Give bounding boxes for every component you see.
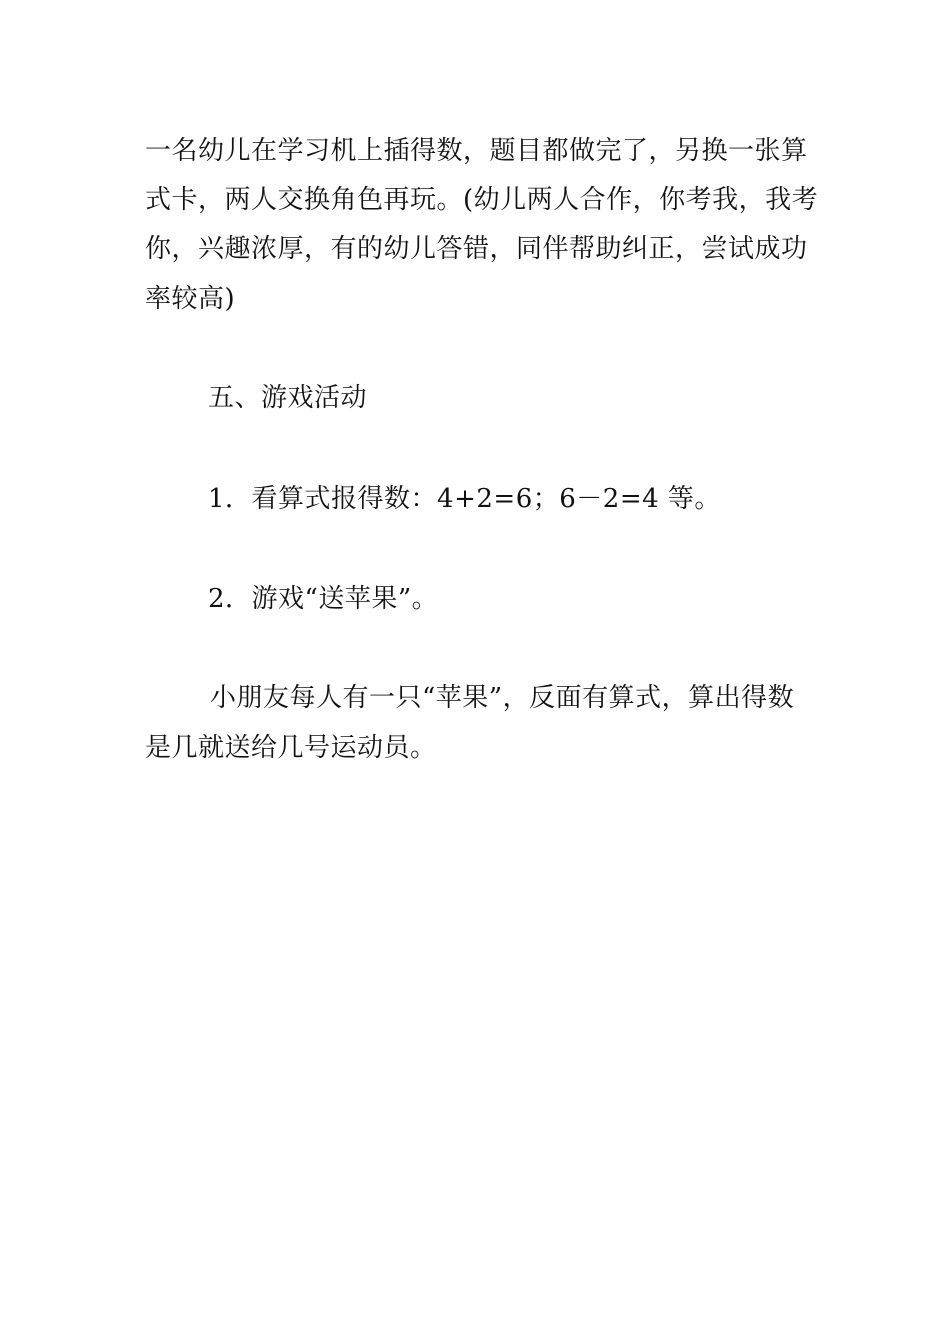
list-item: 1．看算式报得数：4+2=6；6－2=4 等。 bbox=[208, 484, 721, 514]
section-heading: 五、游戏活动 bbox=[208, 383, 368, 413]
paragraph-line: 式卡，两人交换角色再玩。(幼儿两人合作，你考我，我考 bbox=[145, 185, 819, 215]
paragraph-line: 率较高) bbox=[145, 284, 236, 314]
list-item: 2．游戏“送苹果”。 bbox=[208, 584, 439, 614]
paragraph-line: 小朋友每人有一只“苹果”，反面有算式，算出得数 bbox=[210, 683, 795, 713]
paragraph-line: 一名幼儿在学习机上插得数，题目都做完了，另换一张算 bbox=[145, 136, 808, 166]
paragraph-line: 是几就送给几号运动员。 bbox=[145, 733, 437, 763]
paragraph-line: 你，兴趣浓厚，有的幼儿答错，同伴帮助纠正，尝试成功 bbox=[145, 234, 808, 264]
